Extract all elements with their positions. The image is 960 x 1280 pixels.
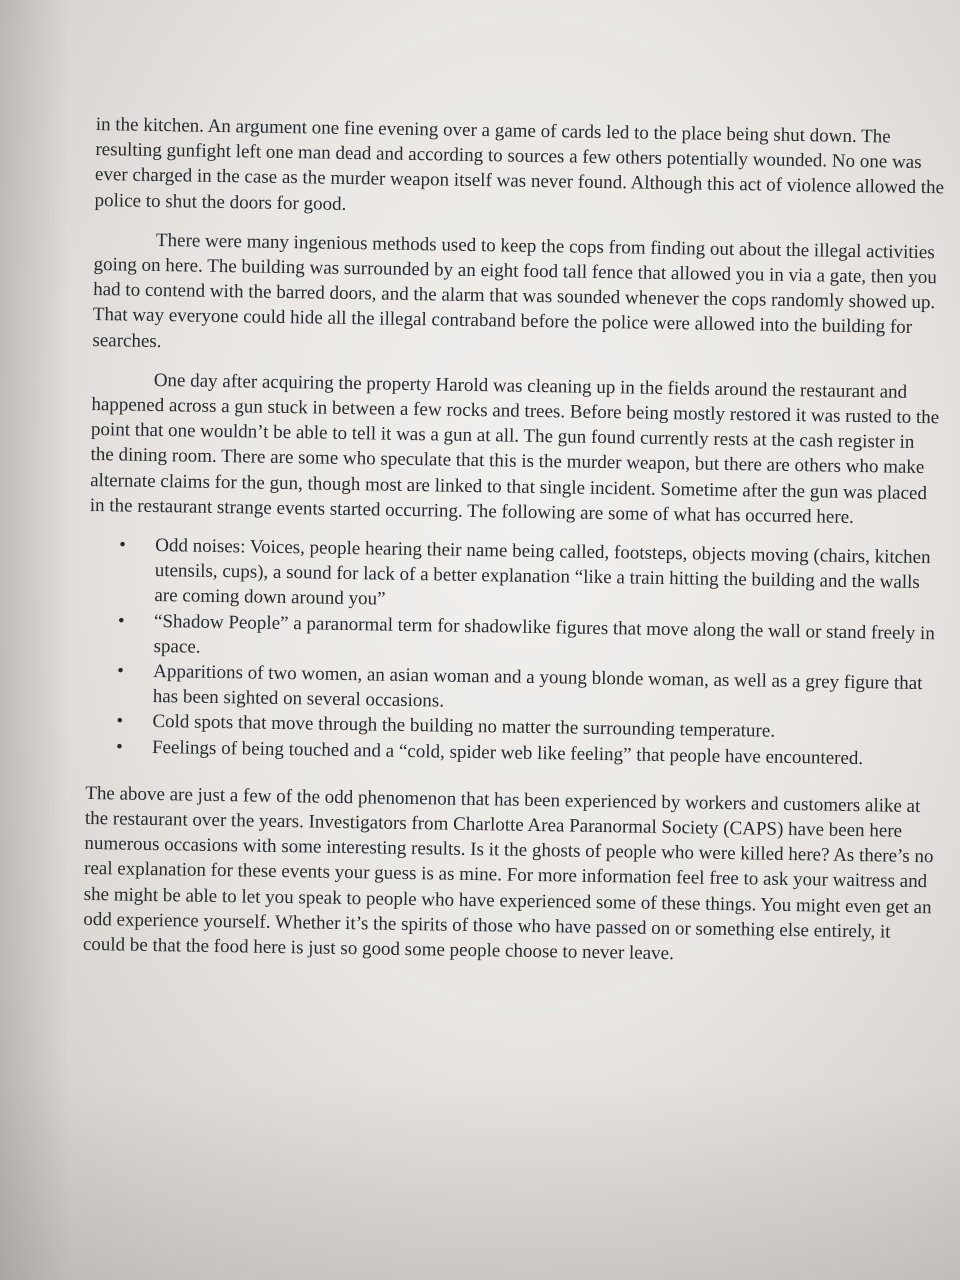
paragraph-2: There were many ingenious methods used to keep the cops from finding out about the illegal activities going on here. The building was surrounded by an eight food tall fence that allowed you in via a gate, then you had to contend with the barred doors, and the alarm that was sounded whenever the cops randomly showed up. That way everyone could hide all the illegal contraband before the police were allowed into the building for searches. xyxy=(92,229,938,352)
bullet-icon: • xyxy=(116,710,124,732)
bullet-icon: • xyxy=(117,610,125,632)
bullet-icon: • xyxy=(119,534,127,556)
bullet-icon: • xyxy=(117,660,125,682)
paragraph-4: The above are just a few of the odd phenomenon that has been experienced by workers and customers alike at the restaurant over the years. Investigators from Charlotte Area Paranormal Society (CAPS) have been here numerous occasions with some interesting results. Is it the ghosts of people who were killed here? As there’s no real explanation for these events your guess is as mine. For more information feel free to ask your waitress and she might be able to let you speak to people who have experienced some of these things. You might even get an odd experience yourself. Whether it’s the spirits of those who have passed on or something else entirely, it could be that the food here is just so good some people choose to never leave. xyxy=(82,782,934,965)
printed-page xyxy=(83,112,946,985)
list-item-text: Odd noises: Voices, people hearing their name being called, footsteps, objects moving (chairs, kitchen utensils, cups), a sound for lack of a better explanation “like a train hitting the building and the walls are coming down around you” xyxy=(154,535,931,611)
paragraph-3: One day after acquiring the property Harold was cleaning up in the fields around the restaurant and happened across a gun stuck in between a few rocks and trees. Before being mostly restored it was rusted to the point that one wouldn’t be able to tell it was a gun at all. The gun found currently rests at the cash register in the dining room. There are some who speculate that this is the murder weapon, but there are others who make alternate claims for the gun, though most are linked to that single incident. Sometime after the gun was placed in the restaurant strange events started occurring. The following are some of what has occurred here. xyxy=(89,369,940,528)
paragraph-1: in the kitchen. An argument one fine evening over a game of cards led to the place being shut down. The resulting gunfight left one man dead and according to sources a few others potentially wounded. No one was ever charged in the case as the murder weapon itself was never found. Although this act of violence allowed the police to shut the doors for good. xyxy=(94,113,945,215)
list-item-text: Apparitions of two women, an asian woman and a young blonde woman, as well as a grey figure that has been sighted on several occasions. xyxy=(152,661,923,712)
bottom-shadow xyxy=(0,1080,960,1280)
list-item-text: “Shadow People” a paranormal term for shadowlike figures that move along the wall or stand freely in space. xyxy=(153,610,935,658)
bullet-icon: • xyxy=(115,736,123,758)
list-item-text: Cold spots that move through the building no matter the surrounding temperature. xyxy=(152,711,776,743)
list-item-text: Feelings of being touched and a “cold, spider web like feeling” that people have encountered. xyxy=(151,736,864,769)
phenomena-list xyxy=(86,532,939,772)
list-item xyxy=(88,532,939,621)
